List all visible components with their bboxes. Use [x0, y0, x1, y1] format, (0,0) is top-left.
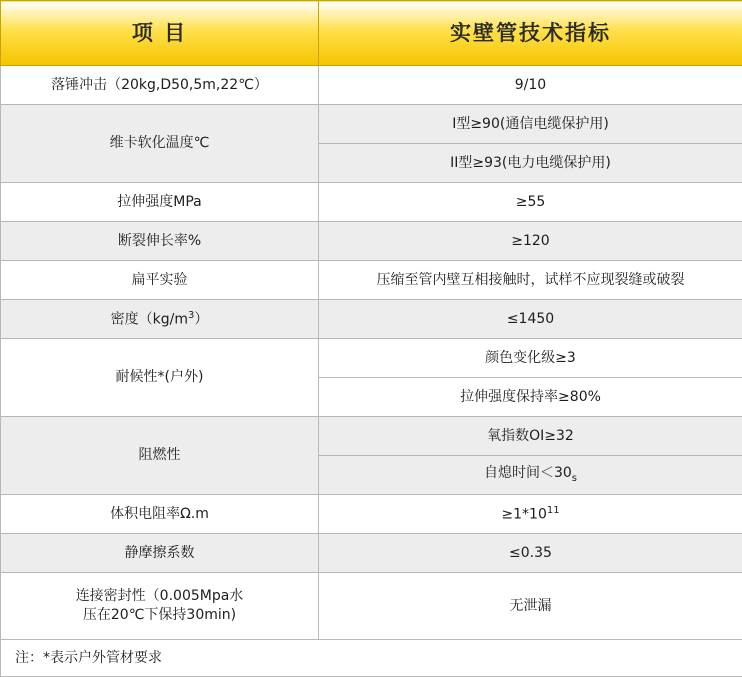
density-label-main: 密度（kg/m: [111, 311, 188, 327]
header-cell-spec: 实壁管技术指标: [319, 1, 742, 66]
row-value: 无泄漏: [319, 573, 742, 640]
selfext-main: 自熄时间＜30: [484, 465, 572, 481]
row-item-label: 落锤冲击（20kg,D50,5m,22℃）: [1, 66, 319, 105]
row-value: 拉伸强度保持率≥80%: [319, 378, 742, 417]
row-value: 压缩至管内壁互相接触时，试样不应现裂缝或破裂: [319, 261, 742, 300]
row-value: ≤1450: [319, 300, 742, 339]
row-item-label: 维卡软化温度℃: [1, 105, 319, 183]
table-row: [1, 183, 742, 222]
table-row: [1, 66, 742, 105]
row-item-label: 拉伸强度MPa: [1, 183, 319, 222]
row-value: ≤0.35: [319, 534, 742, 573]
table-row: [1, 339, 742, 378]
row-item-label: [1, 300, 319, 339]
header-cell-item: 项 目: [1, 1, 319, 66]
row-item-label: 扁平实验: [1, 261, 319, 300]
row-value: ≥55: [319, 183, 742, 222]
selfext-sub: s: [572, 473, 577, 484]
row-item-label: 静摩擦系数: [1, 534, 319, 573]
row-value: II型≥93(电力电缆保护用): [319, 144, 742, 183]
row-item-label: 体积电阻率Ω.m: [1, 495, 319, 534]
row-item-label: 断裂伸长率%: [1, 222, 319, 261]
seal-label-line2: 压在20℃下保持30min): [83, 607, 236, 623]
table-row: [1, 495, 742, 534]
table-note: 注：*表示户外管材要求: [1, 640, 742, 677]
seal-label-line1: 连接密封性（0.005Mpa水: [76, 588, 244, 604]
table-note-row: [1, 640, 742, 677]
row-value: ≥120: [319, 222, 742, 261]
table-row: [1, 573, 742, 640]
row-value: 氧指数OI≥32: [319, 417, 742, 456]
table-row: [1, 534, 742, 573]
row-value: [319, 495, 742, 534]
row-value: 9/10: [319, 66, 742, 105]
table-row: [1, 222, 742, 261]
row-item-label: 耐候性*(户外): [1, 339, 319, 417]
row-item-label: [1, 573, 319, 640]
table-row: [1, 300, 742, 339]
table-header-row: [1, 1, 742, 66]
density-label-sup: 3: [188, 310, 194, 321]
row-value: 颜色变化级≥3: [319, 339, 742, 378]
table-row: [1, 417, 742, 456]
row-value: I型≥90(通信电缆保护用): [319, 105, 742, 144]
table-row: [1, 261, 742, 300]
row-value: [319, 456, 742, 495]
table-row: [1, 105, 742, 144]
density-label-end: ）: [194, 311, 208, 327]
resistivity-sup: 11: [547, 505, 560, 516]
row-item-label: 阻燃性: [1, 417, 319, 495]
resistivity-main: ≥1*10: [501, 506, 546, 522]
